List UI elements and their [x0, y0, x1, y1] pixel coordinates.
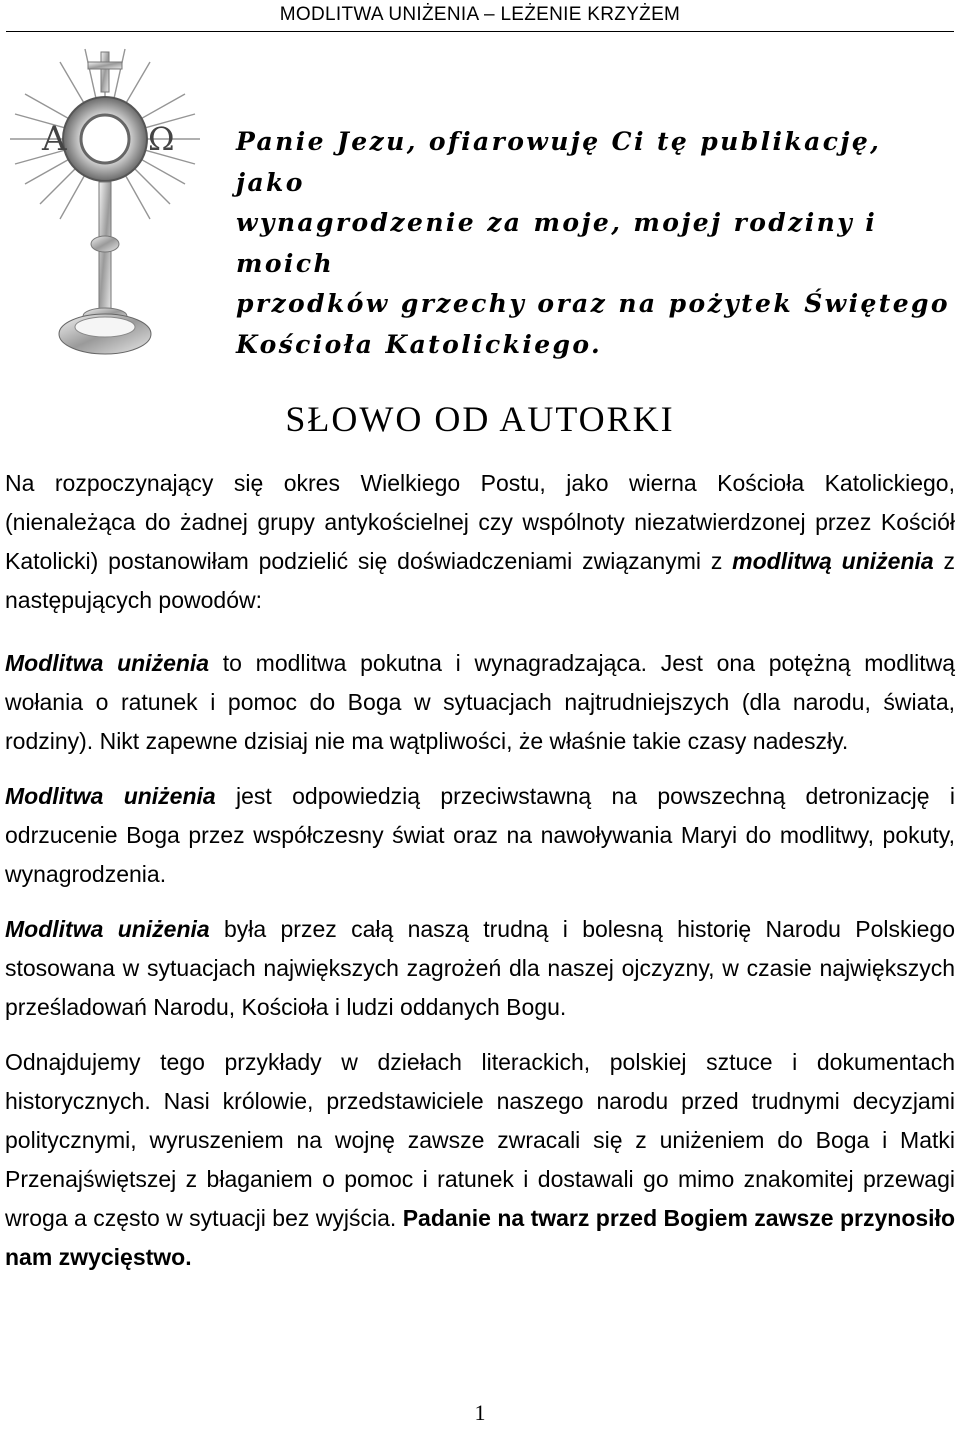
dedication-line: Panie Jezu, ofiarowuję Ci tę publikację, jako [236, 127, 882, 197]
emphasized-term: Modlitwa uniżenia [5, 916, 210, 942]
running-header: MODLITWA UNIŻENIA – LEŻENIE KRZYŻEM [279, 4, 681, 25]
bold-conclusion: Padanie na twarz przed Bogiem zawsze przynosiło nam zwycięstwo. [5, 1205, 955, 1270]
emphasized-term: Modlitwa uniżenia [5, 783, 216, 809]
dedication-line: przodków grzechy oraz na pożytek Świętego [236, 289, 950, 318]
emphasized-term: Modlitwa uniżenia [5, 650, 210, 676]
paragraph-text: to modlitwa pokutna i wynagradzająca. Jest ona potężną modlitwą wołania o ratunek i pomoc do Boga w sytuacjach najtrudniejszych (dla narodu, świata, rodziny). Nikt zapewne dzisiaj nie ma wątpliwości, że właśnie takie czasy nadeszły. [5, 650, 955, 754]
body-text [5, 464, 955, 1293]
page-number: 1 [474, 1400, 486, 1425]
paragraph [5, 910, 955, 1027]
dedication-line: Kościoła Katolickiego. [236, 329, 603, 359]
header-divider [6, 31, 954, 32]
dedication-line: wynagrodzenie za moje, mojej rodziny i moich [236, 208, 878, 278]
paragraph-text: z następujących powodów: [5, 548, 956, 613]
monstrance-icon [0, 44, 210, 374]
paragraph-text: Odnajdujemy tego przykłady w dziełach literackich, polskiej sztuce i dokumentach historycznych. Nasi królowie, przedstawiciele naszego narodu przed trudnymi decyzjami politycznymi, wyruszeniem na wojnę zawsze zwracali się z uniżeniem do Boga i Matki Przenajświętszej z błaganiem o pomoc i ratunek i dostawali go mimo znakomitej przewagi wroga a często w sytuacji bez wyjścia. [5, 1049, 955, 1231]
paragraph-text: Na rozpoczynający się okres Wielkiego Postu, jako wierna Kościoła Katolickiego, (nienależąca do żadnej grupy antykościelnej czy wspólnoty niezatwierdzonej przez Kościół Katolicki) postanowiłam podzielić się doświadczeniami związanymi z [5, 470, 955, 574]
svg-text:A: A [42, 119, 67, 159]
paragraph [5, 777, 955, 894]
paragraph [5, 1043, 955, 1277]
paragraph-text: była przez całą naszą trudną i bolesną historię Narodu Polskiego stosowana w sytuacjach największych zagrożeń dla naszej ojczyzny, w czasie największych prześladowań Narodu, Kościoła i ludzi oddanych Bogu. [5, 916, 955, 1020]
svg-text:Ω: Ω [148, 120, 175, 158]
paragraph-text: jest odpowiedzią przeciwstawną na powszechną detronizację i odrzucenie Boga przez współczesny świat oraz na nawoływania Maryi do modlitwy, pokuty, wynagrodzenia. [5, 783, 955, 887]
emphasized-term: modlitwą uniżenia [732, 548, 934, 574]
paragraph-intro [5, 464, 955, 620]
section-title: SŁOWO OD AUTORKI [285, 399, 675, 439]
dedication-prayer [236, 122, 956, 365]
paragraph [5, 644, 955, 761]
